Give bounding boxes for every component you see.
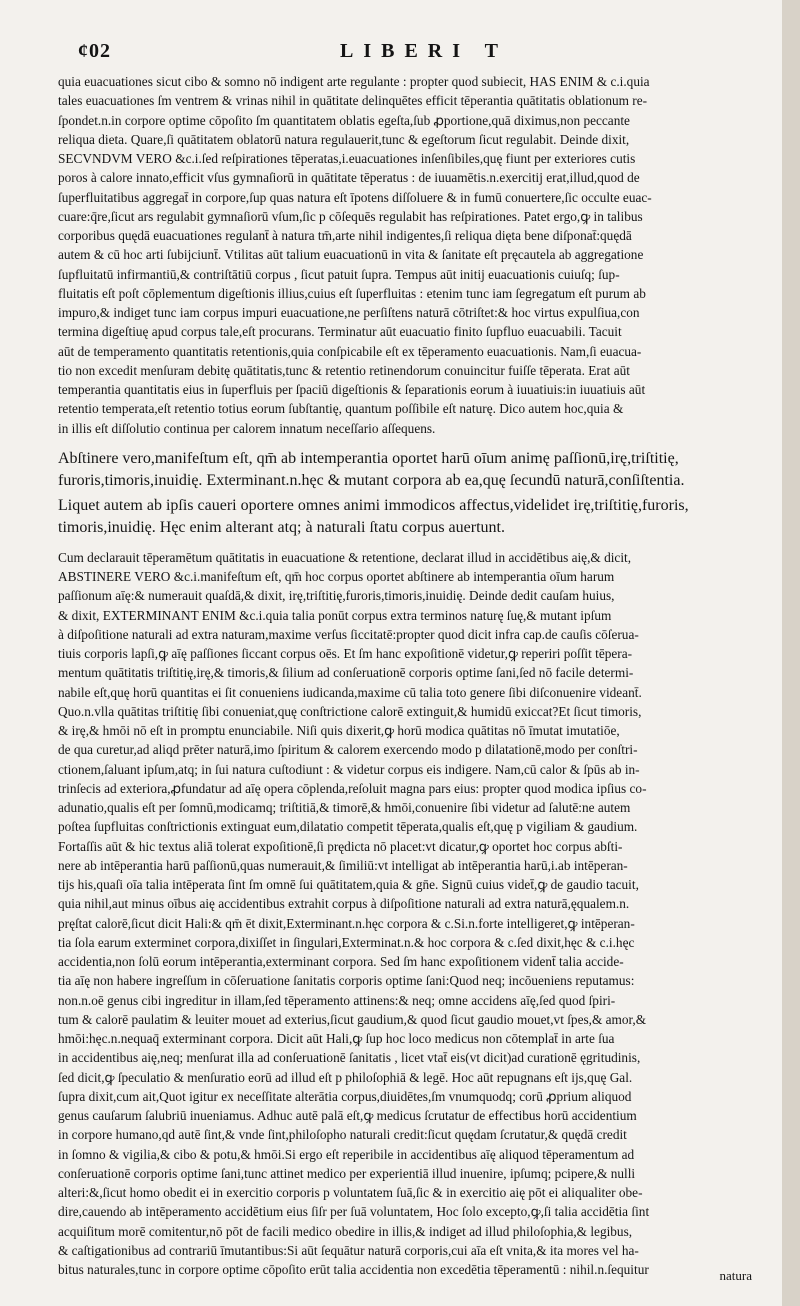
text-line: tales euacuationes ſm ventrem & vrinas nihil in quātitate delinquētes efficit tēperantia quātitatis oblationum re- (58, 93, 648, 109)
text-line: dire,cauendo ab intēperamento accidētium eius ſiſr per ſuā voluntatem, Hoc ſolo excepto,ꝙ,ſi talia accidētia ſint (58, 1204, 650, 1220)
text-line: pręſtat calorē,ſicut dicit Hali:& qm̄ ēt dixit,Exterminant.n.hęc corpora & c.Si.n.forte intelligeret,ꝙ intēperan- (58, 915, 635, 931)
text-line: tio non excedit menſuram debitę quātitatis,tunc & retentio retinendorum conuincitur fuiſſe tēperata. Erat aūt (58, 362, 630, 378)
text-line: temperantia quantitatis eius in ſuperfluis per ſpaciū digeſtionis & ſeparationis eorum à iuuatiuis:in iuuatiuis aūt (58, 382, 646, 397)
text-line: de qua curetur,ad aliqd prēter naturā,imo ſpiritum & calorem exercendo modo p dilatationē,modo per conſtri- (58, 742, 638, 758)
text-line: quia nihil,aut minus oībus aię accidentibus extrahit corpus à diſpoſitione naturali ad extra naturā,ęqualem.n. (58, 896, 630, 912)
text-line: corporibus quędā euacuationes regulant̄ à natura tm̄,arte nihil indigentes,ſi reliqua dięta bene diſponat̄:quędā (58, 228, 632, 243)
text-line: & dixit, EXTERMINANT ENIM &c.i.quia talia ponūt corpus extra terminos naturę ſuę,& mutant ipſum (58, 607, 612, 623)
text-line: tum & calorē paulatim & leuiter mouet ad exterius,ſicut gaudium,& quod ſicut gaudio mouet,vt ſpes,& amor,& (58, 1011, 647, 1027)
text-line: in illis eſt diſſolutio continua per calorem innatum neceſſario aſſequens. (58, 420, 436, 436)
text-line: & irę,& hmōi nō eſt in promptu enunciabile. Niſi quis dixerit,ꝙ horū modica quātitas nō īmutat imutatiōe, (58, 723, 620, 738)
text-line: hmōi:hęc.n.nequaq̄ exterminant corpora. Dicit aūt Hali,ꝙ ſup hoc loco medicus non cōtemplat̄ in arte ſua (58, 1031, 615, 1046)
text-line: à diſpoſitione naturali ad extra naturam,maxime verſus ſiccitatē:propter quod dicit infra cap.de cauſis cōſerua- (58, 626, 639, 642)
text-line: ctionem,ſaluant ipſum,atq; in ſui natura cuſtodiunt : & videtur corpus eis indigere. Nam,cū calor & ſpūs ab in- (58, 761, 640, 777)
text-line: & caſtigationibus ad contrariū īmutantibus:Si aūt ſequātur naturā corporis,cui aīa eſt vnita,& ita mores vel ha- (58, 1242, 639, 1258)
text-line: in corpore humano,qd autē ſint,& vnde ſint,philoſopho naturali credit:ſicut quędam ſcrutatur,& quędā credit (58, 1127, 627, 1143)
main-text (58, 72, 774, 1279)
text-line: ABSTINERE VERO &c.i.manifeſtum eſt, qm̄ hoc corpus oportet abſtinere ab intemperantia oīum harum (58, 569, 615, 584)
text-line: poros à calore innato,efficit vſus gymnaſiorū in quātitate tēperatus : de iuuamētis.n.exercitij erat,illud,quod de (58, 170, 640, 186)
aphorism-line: Abſtinere vero,manifeſtum eſt, qm̄ ab intemperantia oportet harū oīum animę paſſionū,irę,triſtitię, (58, 449, 679, 467)
text-line: genus cauſarum ſalubriū inueniamus. Adhuc autē palā eſt,ꝙ medicus ſcrutatur de effectibus horū accidentium (58, 1108, 637, 1123)
text-line: ſupra dixit,cum ait,Quot igitur ex neceſſitate alterātia corpus,diuidētes,ſm vnumquodq; corū ꝓprium aliquod (58, 1088, 632, 1104)
text-line: in accidentibus aię,neq; menſurat illa ad conſeruationē ſanitatis , licet vtat̄ eis(vt dicit)ad curationē ęgritudinis, (58, 1050, 641, 1066)
translation-block (58, 495, 774, 540)
text-line: bitus naturales,tunc in corpore optime cōpoſito erūt talia accidentia non excedētia tēperamentū : nihil.n.ſequitur (58, 1262, 649, 1277)
text-line: Quo.n.vlla quātitas triſtitię ſibi conueniat,quę conſtrictione calorē extinguit,& humidū exiccat?Et ſicut timoris, (58, 703, 642, 719)
text-line: impuro,& indiget tunc iam corpus impuri euacuatione,ne perſiſtens naturā cōtriſtet:& hoc virtus expulſiua,con (58, 305, 640, 320)
commentary-block-1 (58, 72, 774, 438)
text-line: termina digeſtiuę apud corpus tale,eſt procurans. Terminatur aūt euacuatio finito ſupfluo euacuabili. Tacuit (58, 324, 622, 340)
page-number: ¢02 (78, 40, 111, 62)
text-line: ſed dicit,ꝙ ſpeculatio & menſuratio eorū ad illud eſt p philoſophiā & legē. Hoc aūt repugnans eſt ijs,quę Gal. (58, 1069, 633, 1085)
text-line: ſupfluitatū infirmantiū,& contriſtātiū corpus , ſicut patuit ſupra. Tempus aūt initij euacuationis cuiuſq; ſup- (58, 266, 620, 282)
text-line: tia ſola earum exterminet corpora,dixiſſet in ſingulari,Exterminat.n.& hoc corpora & c.ſed dixit,hęc & c.i.hęc (58, 934, 635, 950)
text-line: conſeruationē corporis optime ſani,tunc attinet medico per experientiā illud inuenire, ipſumq; pcipere,& nulli (58, 1165, 636, 1181)
text-line: trinſecis ad exteriora,ꝓfundatur ad aīę opera cōplenda,reſoluit magna pars eius: propter quod modica ipſius co- (58, 780, 647, 796)
text-line: nabile eſt,quę horū quantitas ei ſit conueniens iudicanda,maxime cū talia toto genere ſibi diſconuenire videant̄. (58, 684, 642, 700)
text-line: Fortaſſis aūt & hic textus aliā tolerat expoſitionē,ſi prędicta nō placet:vt dicatur,ꝙ oportet hoc corpus abſti- (58, 838, 623, 854)
text-line: quia euacuationes sicut cibo & somno nō indigent arte regulante : propter quod subiecit, HAS ENIM & c.i.quia (58, 74, 650, 89)
text-line: reliqua dieta. Quare,ſi quātitatem oblatorū natura regulauerit,tunc & egeſtorum ſicut regulabit. Deinde dixit, (58, 131, 630, 147)
text-line: Cum declarauit tēperamētum quātitatis in euacuatione & retentione, declarat illud in accidētibus aię,& dicit, (58, 549, 632, 565)
text-line: paſſionum aīę:& numerauit quaſdā,& dixit, irę,triſtitię,furoris,timoris,inuidię. Deinde dedit cauſam huius, (58, 588, 615, 604)
text-line: mentum quātitatis triſtitię,irę,& timoris,& ſilium ad conſeruationē corporis optime ſani,ſed nō facile determi- (58, 665, 634, 681)
text-line: nere ab intēperantia harū paſſionū,quas numerauit,& ſimiliū:vt intelligat ab intēperantia harū,i.ab intēperan- (58, 857, 628, 873)
text-line: in ſomno & vigilia,& cibo & potu,& hmōi.Si ergo eſt reperibile in accidentibus aīę aliquod tēperamentum ad (58, 1146, 635, 1162)
text-line: retentio temperata,eſt retentio totius eorum ſubſtantię, quantum poſſibile eſt naturę. Dico autem hoc,quia & (58, 401, 624, 417)
translation-line: timoris,inuidię. Hęc enim alterant atq; à naturali ſtatu corpus auertunt. (58, 519, 505, 537)
text-line: tiuis corporis lapſi,ꝙ aīę paſſiones ſiccant corpus oēs. Et ſm hanc expoſitionē videtur,ꝙ reperiri poſſit tēpera- (58, 646, 633, 661)
text-line: aūt de temperamento quantitatis retentionis,quia conſpicabile eſt ex tēperamento euacuationis. Nam,ſi euacua- (58, 343, 642, 359)
text-line: accidentia,non ſolū eorum intēperantia,exterminant corpora. Sed ſm hanc expoſitionem vident̄ talia accide- (58, 954, 624, 969)
text-line: acquiſitum morē comitentur,nō pōt de facili medico obedire in illis,& indiget ad illud philoſophia,& legibus, (58, 1223, 633, 1239)
commentary-block-2 (58, 548, 774, 1280)
text-line: poſtea ſupfluitas conſtrictionis extinguat eum,dilatatio competit tēperata,qualis eſt,quę p vigiliam & gaudium. (58, 819, 638, 835)
text-line: tia aīę non habere ingreſſum in cōſeruatione ſanitatis corporis optime ſani:Quod neq; incōueniens reputamus: (58, 973, 635, 989)
text-line: non.n.oē genus cibi ingreditur in illam,ſed tēperamento attinens:& neq; omne accidens aīę,ſed quod ſpiri- (58, 992, 616, 1008)
text-line: alteri:&,ſicut homo obedit ei in exercitio corporis p voluntatem ſuā,ſic & in exercitio aię pōt ei aliqualiter obe- (58, 1185, 643, 1200)
translation-line: Liquet autem ab ipſis caueri oportere omnes animi immodicos affectus,videlidet irę,triſtitię,furoris, (58, 496, 689, 514)
text-line: ſpondet.n.in corpore optime cōpoſito ſm quantitatem oblatis egeſta,ſub ꝓportione,quā diximus,non peccante (58, 112, 630, 128)
running-head (70, 40, 760, 70)
running-title: LIBERI T (340, 40, 509, 62)
text-line: ſuperfluitatibus aggregat̄ in corpore,ſup quas natura eſt īpotens diſſoluere & in fumū conuertere,ſic occulte euac- (58, 189, 652, 205)
aphorism-block (58, 448, 774, 493)
aphorism-line: furoris,timoris,inuidię. Exterminant.n.hęc & mutant corpora ab ea,quę ſecundū naturā,conſiſtentia. (58, 472, 685, 490)
text-line: cuare:q̄re,ſicut ars regulabit gymnaſiorū vſum,ſic p cōſequēs regulabit has reſpirationes. Patet ergo,ꝙ in talibus (58, 208, 643, 224)
text-line: tijs his,quaſi oīa talia intēperata ſint ſm omnē ſui quātitatem,quia & gn̄e. Signū cuius videt̄,ꝙ de gaudio tacuit, (58, 877, 639, 892)
facing-page-edge (782, 0, 800, 1306)
text-line: autem & cū hoc arti ſubijciunt̄. Vtilitas aūt talium euacuationū in vita & ſanitate eſt pręcautela ab aggregatione (58, 247, 644, 263)
catchword: natura (719, 1268, 752, 1283)
text-line: SECVNDVM VERO &c.i.ſed reſpirationes tēperatas,i.euacuationes inſenſibiles,quę fiunt per exteriores cutis (58, 151, 636, 166)
text-line: adunatio,qualis eſt per ſomnū,modicamq; triſtitiā,& timorē,& hmōi,conuenire ſibi videtur ad ſalutē:ne autem (58, 800, 631, 815)
text-line: fluitatis eſt poſt cōplementum digeſtionis illius,cuius eſt ſuperfluitas : etenim tunc iam ſegregatum eſt purum ab (58, 285, 646, 301)
